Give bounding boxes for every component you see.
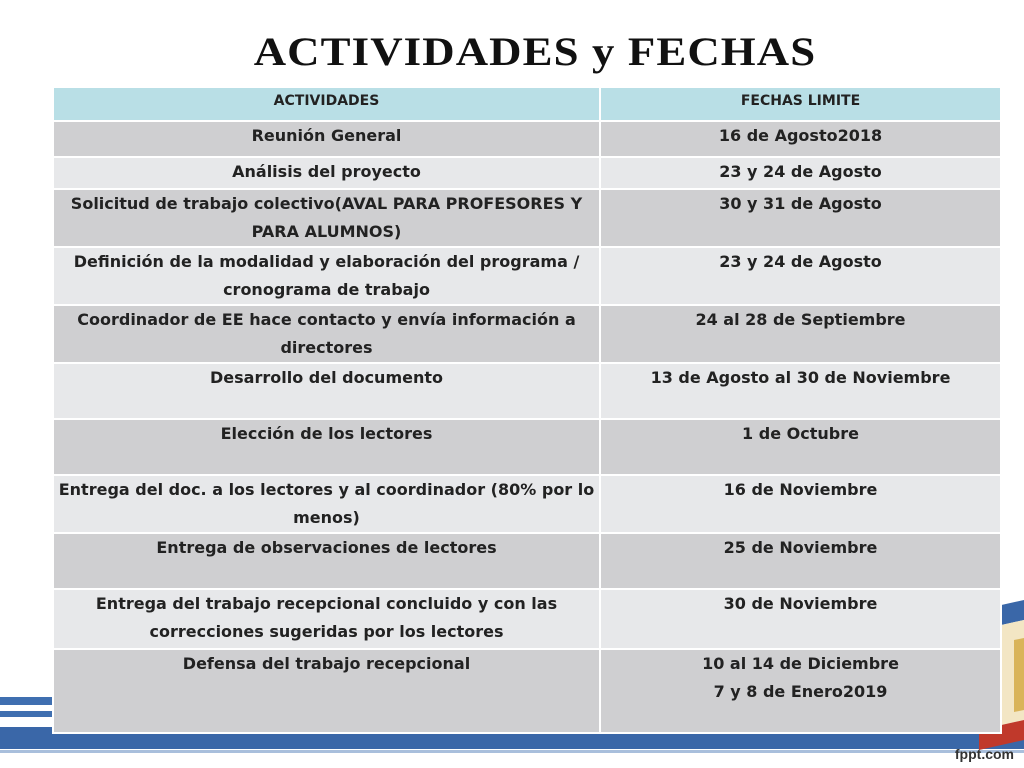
date-cell: 23 y 24 de Agosto — [600, 247, 1001, 305]
activity-cell: Definición de la modalidad y elaboración del programa / cronograma de trabajo — [53, 247, 600, 305]
table-row — [53, 247, 1001, 305]
footer-brand: fppt.com — [954, 746, 1014, 762]
date-cell: 23 y 24 de Agosto — [600, 157, 1001, 189]
table-row — [53, 533, 1001, 589]
table-row — [53, 363, 1001, 419]
table-row — [53, 589, 1001, 649]
table-header-row — [53, 87, 1001, 121]
column-header-deadlines: FECHAS LIMITE — [600, 87, 1001, 121]
activity-cell: Reunión General — [53, 121, 600, 157]
date-cell: 16 de Agosto2018 — [600, 121, 1001, 157]
column-header-activities: ACTIVIDADES — [53, 87, 600, 121]
table-row — [53, 189, 1001, 247]
date-line: 10 al 14 de Diciembre — [702, 654, 899, 673]
activities-table — [52, 86, 1002, 734]
activity-cell: Elección de los lectores — [53, 419, 600, 475]
table-row — [53, 419, 1001, 475]
table-row — [53, 121, 1001, 157]
table-row — [53, 649, 1001, 733]
date-cell: 25 de Noviembre — [600, 533, 1001, 589]
date-line: 7 y 8 de Enero2019 — [713, 682, 888, 701]
page-title: ACTIVIDADES y FECHAS — [253, 29, 817, 74]
date-cell: 1 de Octubre — [600, 419, 1001, 475]
activity-cell: Desarrollo del documento — [53, 363, 600, 419]
date-cell: 30 y 31 de Agosto — [600, 189, 1001, 247]
activity-cell: Entrega del trabajo recepcional concluido y con las correcciones sugeridas por los lectores — [53, 589, 600, 649]
date-cell: 30 de Noviembre — [600, 589, 1001, 649]
activity-cell: Entrega del doc. a los lectores y al coordinador (80% por lo menos) — [53, 475, 600, 533]
table-row — [53, 305, 1001, 363]
date-cell: 24 al 28 de Septiembre — [600, 305, 1001, 363]
decor-stripe — [0, 750, 1024, 753]
activity-cell: Análisis del proyecto — [53, 157, 600, 189]
activity-cell: Solicitud de trabajo colectivo(AVAL PARA PROFESORES Y PARA ALUMNOS) — [53, 189, 600, 247]
date-cell — [600, 649, 1001, 733]
activity-cell: Defensa del trabajo recepcional — [53, 649, 600, 733]
activity-cell: Coordinador de EE hace contacto y envía información a directores — [53, 305, 600, 363]
table-row — [53, 475, 1001, 533]
date-cell: 13 de Agosto al 30 de Noviembre — [600, 363, 1001, 419]
activity-cell: Entrega de observaciones de lectores — [53, 533, 600, 589]
table-row — [53, 157, 1001, 189]
date-cell: 16 de Noviembre — [600, 475, 1001, 533]
